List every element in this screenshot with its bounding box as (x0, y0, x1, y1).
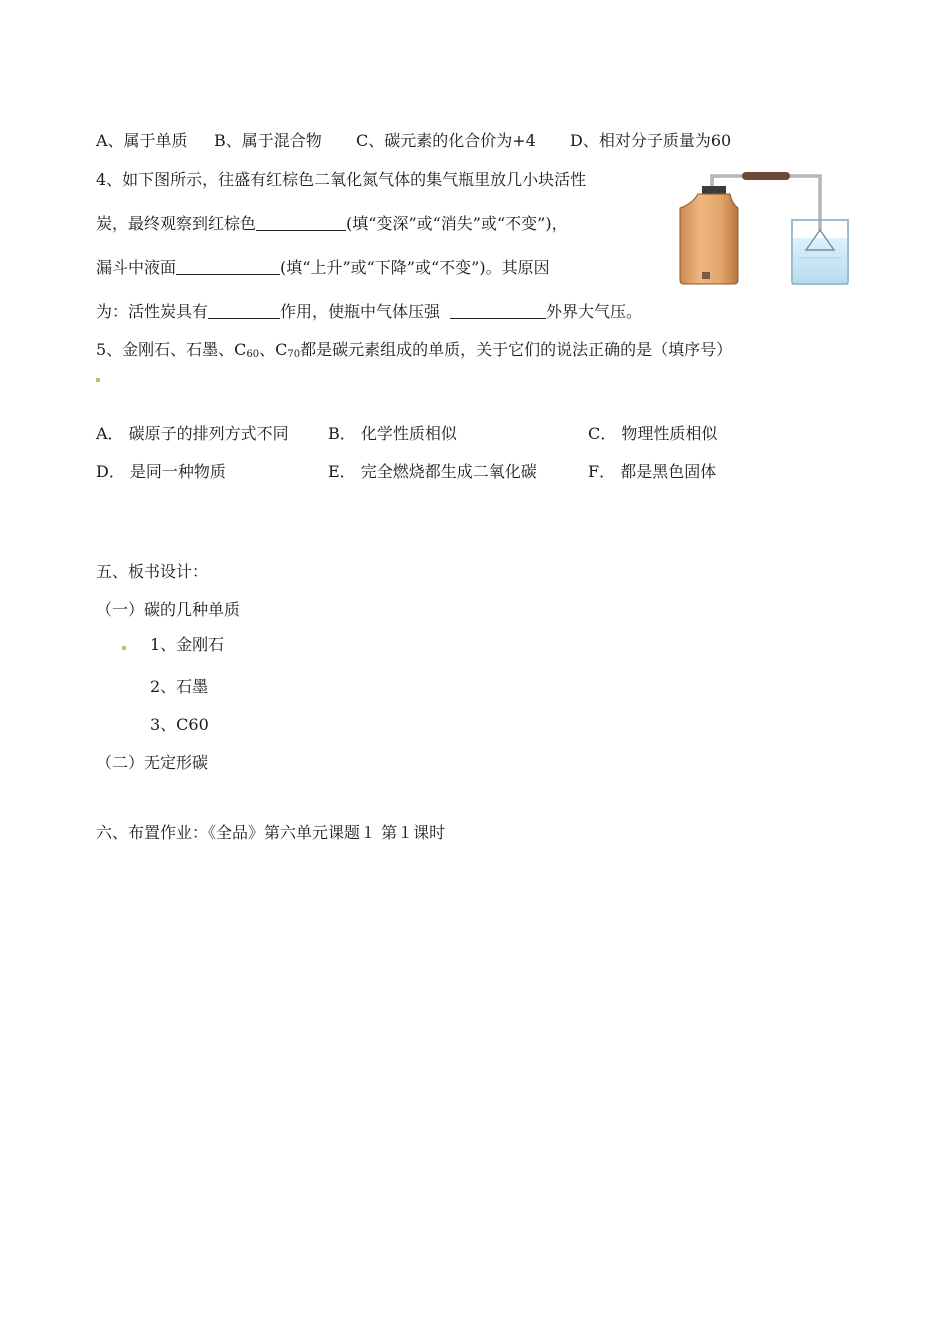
board-part-1: （一）碳的几种单质 (96, 600, 241, 619)
q4-line-4-text-b: 作用，使瓶中气体压强 (280, 302, 441, 321)
q3-option-d: D、相对分子质量为60 (570, 131, 732, 150)
q5-option-c: C． 物理性质相似 (588, 424, 718, 443)
q5-option-f: F． 都是黑色固体 (588, 462, 717, 481)
q4-line-1: 4、如下图所示，往盛有红棕色二氧化氮气体的集气瓶里放几小块活性 (96, 170, 587, 189)
answer-blank-color[interactable] (256, 214, 346, 231)
board-heading: 五、板书设计： (96, 562, 209, 581)
stopper (702, 186, 726, 194)
q4-line-4-text-c: 外界大气压。 (546, 302, 643, 321)
q5-subscript-70: 70 (287, 349, 301, 360)
q3-option-a: A、属于单质 (96, 131, 188, 150)
board-item-2: 2、石墨 (150, 677, 209, 696)
q5-suffix: 都是碳元素组成的单质，关于它们的说法正确的是（填序号） (300, 340, 733, 359)
homework: 六、布置作业：《全品》第六单元课题１ 第１课时 (96, 823, 446, 842)
answer-blank-pressure[interactable] (450, 302, 546, 319)
q3-option-c: C、碳元素的化合价为+4 (356, 131, 536, 150)
q5-question (96, 340, 732, 365)
q4-line-2 (96, 214, 568, 234)
q4-line-3-text: 漏斗中液面 (96, 258, 177, 277)
q4-line-4 (96, 302, 642, 322)
q4-line-2-hint: (填“变深”或“消失”或“不变”)， (346, 214, 568, 233)
q4-line-3-hint: (填“上升”或“下降”或“不变”)。其原因 (280, 258, 550, 277)
q4-line-2-text: 炭，最终观察到红棕色 (96, 214, 257, 233)
board-part-2: （二）无定形碳 (96, 753, 209, 772)
answer-blank-liquid-level[interactable] (176, 258, 280, 275)
q4-line-4-text-a: 为：活性炭具有 (96, 302, 209, 321)
q3-option-b: B、属于混合物 (214, 131, 322, 150)
q5-option-b: B． 化学性质相似 (328, 424, 457, 443)
gas-jar-apparatus-image (672, 168, 852, 288)
board-item-1: 1、金刚石 (150, 635, 225, 654)
stray-mark (96, 378, 100, 382)
q5-option-e: E． 完全燃烧都生成二氧化碳 (328, 462, 537, 481)
stray-mark (122, 646, 126, 650)
gas-jar (680, 194, 738, 284)
q5-subscript-60: 60 (246, 349, 260, 360)
q5-option-d: D． 是同一种物质 (96, 462, 226, 481)
q5-separator: 、C (259, 340, 288, 359)
q5-prefix: 5、金刚石、石墨、C (96, 340, 247, 359)
board-item-3: 3、C60 (150, 715, 209, 734)
activated-carbon (702, 272, 710, 279)
q4-line-3 (96, 258, 550, 278)
q5-option-a: A． 碳原子的排列方式不同 (96, 424, 289, 443)
rubber-connector (742, 172, 790, 180)
beaker-water (793, 238, 847, 283)
answer-blank-effect[interactable] (208, 302, 280, 319)
